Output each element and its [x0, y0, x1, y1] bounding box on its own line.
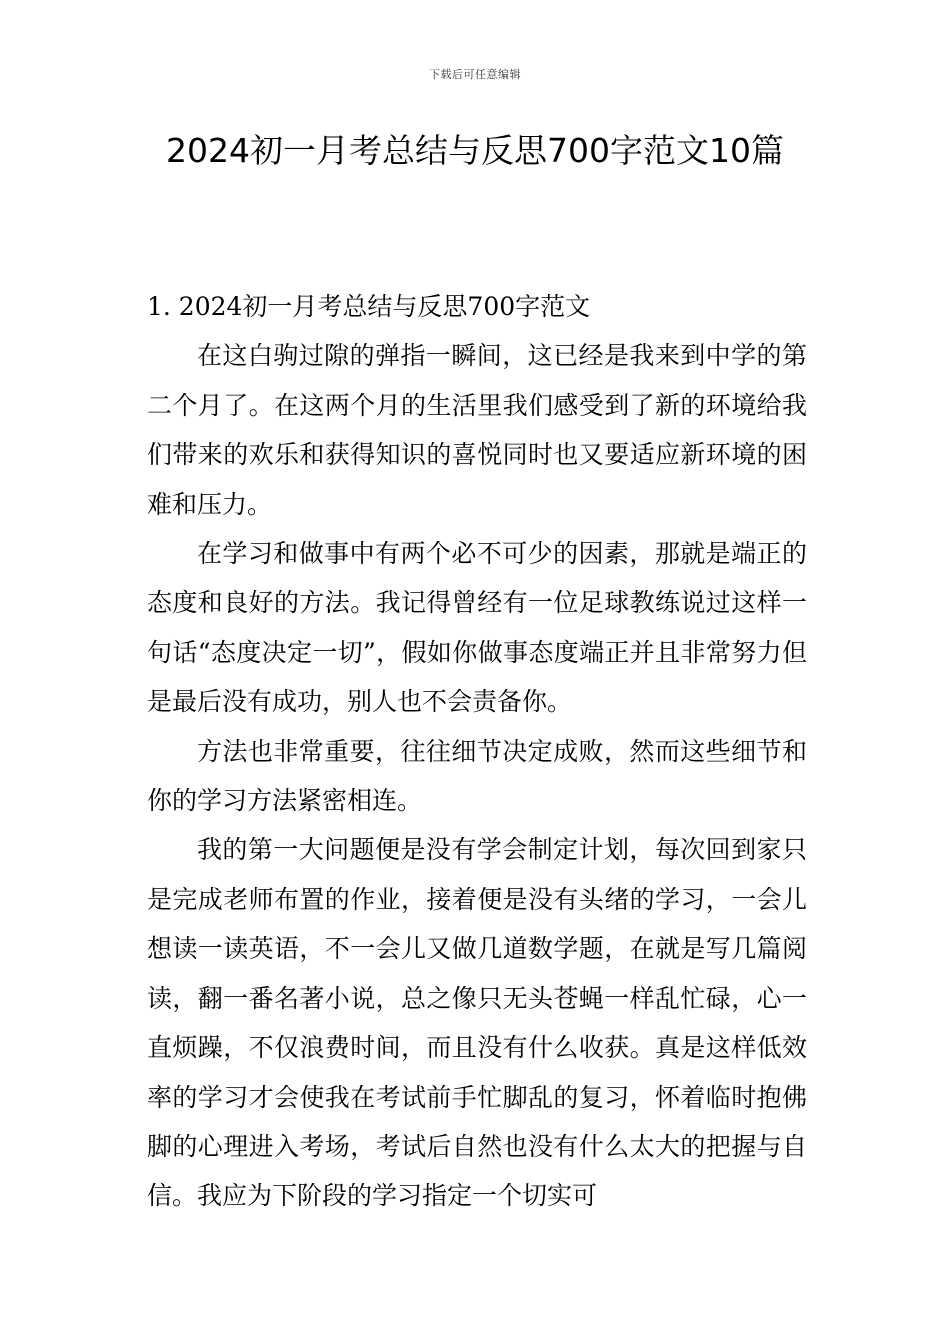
paragraph: 在学习和做事中有两个必不可少的因素，那就是端正的态度和良好的方法。我记得曾经有一位足球教练说过这样一句话“态度决定一切”，假如你做事态度端正并且非常努力但是最后没有成功，别人也不会责备你。	[147, 539, 807, 717]
header-note: 下载后可任意编辑	[429, 68, 521, 81]
paragraph: 方法也非常重要，往往细节决定成败，然而这些细节和你的学习方法紧密相连。	[147, 736, 807, 816]
document-title: 2024初一月考总结与反思700字范文10篇	[166, 131, 784, 170]
section-heading: 1. 2024初一月考总结与反思700字范文	[147, 292, 591, 321]
paragraph: 在这白驹过隙的弹指一瞬间，这已经是我来到中学的第二个月了。在这两个月的生活里我们感受到了新的环境给我们带来的欢乐和获得知识的喜悦同时也又要适应新环境的困难和压力。	[147, 341, 807, 519]
document-body	[147, 282, 807, 1221]
paragraph: 我的第一大问题便是没有学会制定计划，每次回到家只是完成老师布置的作业，接着便是没有头绪的学习，一会儿想读一读英语，不一会儿又做几道数学题，在就是写几篇阅读，翻一番名著小说，总之像只无头苍蝇一样乱忙碌，心一直烦躁，不仅浪费时间，而且没有什么收获。真是这样低效率的学习才会使我在考试前手忙脚乱的复习，怀着临时抱佛脚的心理进入考场，考试后自然也没有什么太大的把握与自信。我应为下阶段的学习指定一个切实可	[147, 835, 807, 1211]
